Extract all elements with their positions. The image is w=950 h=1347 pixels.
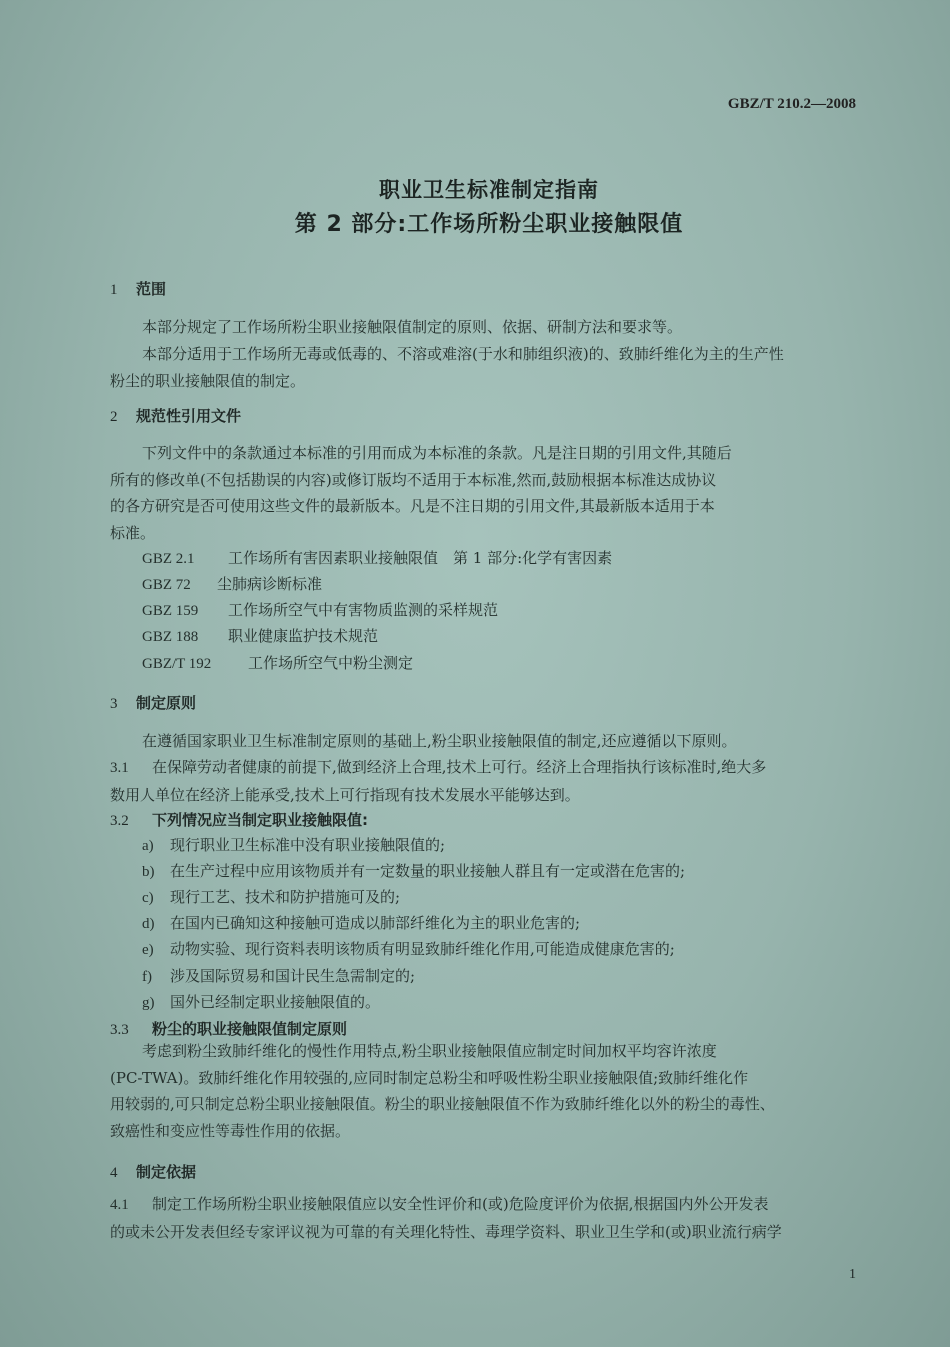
clause-text: 制定工作场所粉尘职业接触限值应以安全性评价和(或)危险度评价为依据,根据国内外公开发表 xyxy=(152,1195,769,1213)
list-text: 涉及国际贸易和国计民生急需制定的; xyxy=(170,967,416,985)
text-line: 本部分规定了工作场所粉尘职业接触限值制定的原则、依据、研制方法和要求等。 xyxy=(142,318,683,336)
text-line: 的各方研究是否可使用这些文件的最新版本。凡是不注日期的引用文件,其最新版本适用于本 xyxy=(110,497,715,515)
section-title: 范围 xyxy=(136,280,167,298)
reference-title: 职业健康监护技术规范 xyxy=(228,627,379,645)
text-line: 考虑到粉尘致肺纤维化的慢性作用特点,粉尘职业接触限值应制定时间加权平均容许浓度 xyxy=(142,1042,717,1060)
list-text: 现行职业卫生标准中没有职业接触限值的; xyxy=(170,836,446,854)
reference-title: 工作场所有害因素职业接触限值 第 1 部分:化学有害因素 xyxy=(228,549,613,567)
list-marker: e) xyxy=(142,942,154,958)
page-number: 1 xyxy=(849,1267,856,1282)
reference-title: 工作场所空气中粉尘测定 xyxy=(248,654,414,672)
clause-3-1 xyxy=(110,754,870,808)
text-line: 数用人单位在经济上能承受,技术上可行指现有技术发展水平能够达到。 xyxy=(110,785,580,804)
reference-item xyxy=(142,599,498,620)
list-item xyxy=(142,912,580,933)
text-line: 用较弱的,可只制定总粉尘职业接触限值。粉尘的职业接触限值不作为致肺纤维化以外的粉尘的毒性、 xyxy=(110,1095,775,1113)
list-marker: g) xyxy=(142,995,155,1011)
text-line: 本部分适用于工作场所无毒或低毒的、不溶或难溶(于水和肺组织液)的、致肺纤维化为主的生产性 xyxy=(142,345,784,363)
section-1-paragraph-1 xyxy=(110,314,870,341)
reference-code: GBZ 72 xyxy=(142,577,191,593)
section-3-paragraph xyxy=(110,728,870,755)
standard-code: GBZ/T 210.2—2008 xyxy=(727,96,856,112)
reference-item xyxy=(142,652,413,673)
reference-code: GBZ/T 192 xyxy=(142,656,212,672)
reference-title: 尘肺病诊断标准 xyxy=(217,575,323,593)
clause-number: 3.2 xyxy=(110,813,129,829)
reference-code: GBZ 188 xyxy=(142,629,199,645)
section-number: 4 xyxy=(110,1165,118,1181)
list-text: 国外已经制定职业接触限值的。 xyxy=(170,993,381,1011)
list-item xyxy=(142,834,445,855)
text-line: 标准。 xyxy=(110,523,156,542)
section-title: 制定依据 xyxy=(136,1163,197,1181)
clause-text: 在保障劳动者健康的前提下,做到经济上合理,技术上可行。经济上合理指执行该标准时,绝大多 xyxy=(152,758,767,776)
section-4-heading xyxy=(110,1161,196,1182)
list-item xyxy=(142,991,380,1012)
list-marker: a) xyxy=(142,838,154,854)
section-1-heading xyxy=(110,278,166,299)
reference-code: GBZ 2.1 xyxy=(142,551,195,567)
list-marker: f) xyxy=(142,969,152,985)
text-line xyxy=(110,754,870,782)
text-line: (PC-TWA)。致肺纤维化作用较强的,应同时制定总粉尘和呼吸性粉尘职业接触限值;致肺纤维化作 xyxy=(110,1068,749,1087)
section-title: 制定原则 xyxy=(136,694,197,712)
clause-title: 粉尘的职业接触限值制定原则 xyxy=(152,1020,348,1038)
section-number: 2 xyxy=(110,409,118,425)
list-text: 在国内已确知这种接触可造成以肺部纤维化为主的职业危害的; xyxy=(170,914,581,932)
list-text: 在生产过程中应用该物质并有一定数量的职业接触人群且有一定或潜在危害的; xyxy=(170,862,686,880)
text-line: 致癌性和变应性等毒性作用的依据。 xyxy=(110,1121,351,1140)
clause-3-3-paragraph xyxy=(110,1038,870,1144)
list-marker: d) xyxy=(142,916,155,932)
list-item xyxy=(142,860,685,881)
section-number: 1 xyxy=(110,282,118,298)
list-item xyxy=(142,938,675,959)
text-line: 在遵循国家职业卫生标准制定原则的基础上,粉尘职业接触限值的制定,还应遵循以下原则。 xyxy=(142,732,737,750)
list-marker: b) xyxy=(142,864,155,880)
text-line: 下列文件中的条款通过本标准的引用而成为本标准的条款。凡是注日期的引用文件,其随后 xyxy=(142,444,732,462)
section-2-paragraph xyxy=(110,440,870,546)
reference-code: GBZ 159 xyxy=(142,603,199,619)
text-line: 的或未公开发表但经专家评议视为可靠的有关理化特性、毒理学资料、职业卫生学和(或)职业流行病学 xyxy=(110,1222,782,1241)
document-subtitle: 第 2 部分:工作场所粉尘职业接触限值 xyxy=(294,212,684,237)
section-2-heading xyxy=(110,405,241,426)
reference-item xyxy=(142,573,322,594)
clause-3-3-heading xyxy=(110,1018,347,1039)
list-text: 现行工艺、技术和防护措施可及的; xyxy=(170,888,401,906)
clause-number: 3.3 xyxy=(110,1022,129,1038)
text-line: 所有的修改单(不包括勘误的内容)或修订版均不适用于本标准,然而,鼓励根据本标准达成协议 xyxy=(110,470,717,489)
clause-3-2-heading xyxy=(110,809,368,830)
list-item xyxy=(142,965,415,986)
clause-number: 4.1 xyxy=(110,1197,129,1213)
list-marker: c) xyxy=(142,890,154,906)
clause-4-1 xyxy=(110,1191,870,1245)
reference-title: 工作场所空气中有害物质监测的采样规范 xyxy=(228,601,499,619)
section-3-heading xyxy=(110,692,196,713)
list-text: 动物实验、现行资料表明该物质有明显致肺纤维化作用,可能造成健康危害的; xyxy=(170,940,675,958)
text-line: 粉尘的职业接触限值的制定。 xyxy=(110,371,306,390)
reference-item xyxy=(142,547,612,568)
section-title: 规范性引用文件 xyxy=(136,407,242,425)
document-title: 职业卫生标准制定指南 xyxy=(379,178,599,202)
text-line xyxy=(110,1191,870,1219)
clause-number: 3.1 xyxy=(110,760,129,776)
clause-title: 下列情况应当制定职业接触限值: xyxy=(152,811,369,829)
list-item xyxy=(142,886,400,907)
section-1-paragraph-2 xyxy=(110,341,870,394)
section-number: 3 xyxy=(110,696,118,712)
reference-item xyxy=(142,625,378,646)
